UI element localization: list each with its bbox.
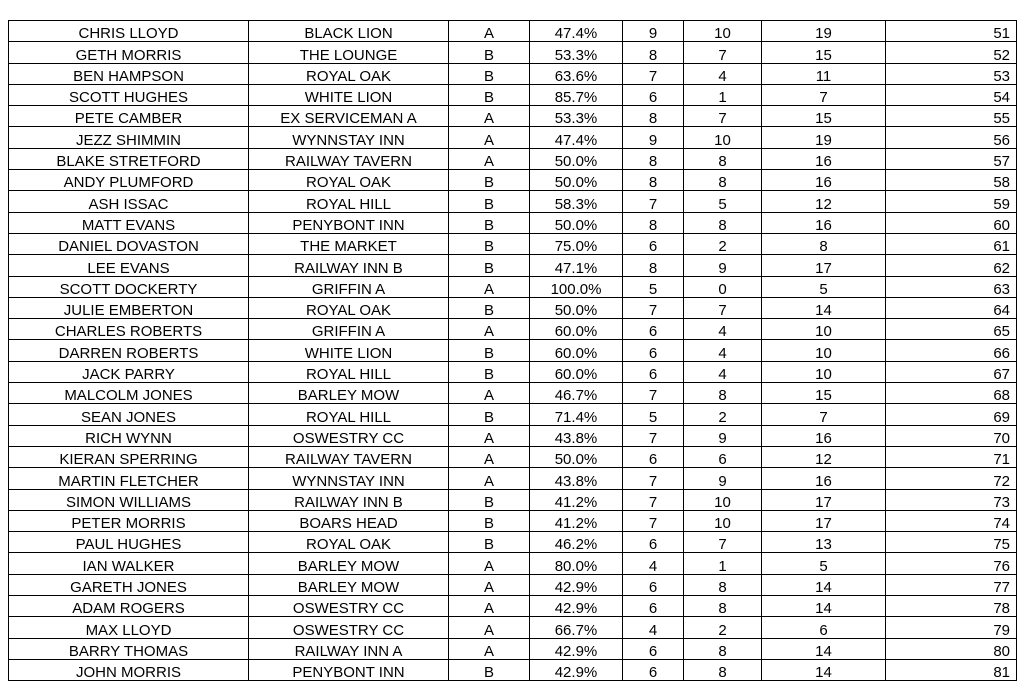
division-cell: A: [449, 468, 530, 489]
division-cell: B: [449, 404, 530, 425]
win-percentage-cell: 41.2%: [530, 489, 623, 510]
rank-cell: 74: [886, 510, 1017, 531]
player-name-cell: DANIEL DOVASTON: [9, 233, 249, 254]
team-name-cell: BARLEY MOW: [249, 383, 449, 404]
played-cell: 17: [762, 510, 886, 531]
played-cell: 12: [762, 446, 886, 467]
won-cell: 6: [623, 361, 684, 382]
team-name-cell: GRIFFIN A: [249, 276, 449, 297]
team-name-cell: RAILWAY TAVERN: [249, 148, 449, 169]
won-cell: 7: [623, 383, 684, 404]
lost-cell: 9: [684, 468, 762, 489]
lost-cell: 8: [684, 383, 762, 404]
won-cell: 6: [623, 532, 684, 553]
division-cell: A: [449, 574, 530, 595]
division-cell: B: [449, 532, 530, 553]
lost-cell: 4: [684, 319, 762, 340]
table-row: [9, 446, 1017, 467]
team-name-cell: THE MARKET: [249, 233, 449, 254]
win-percentage-cell: 46.7%: [530, 383, 623, 404]
table-row: [9, 659, 1017, 680]
table-row: [9, 42, 1017, 63]
division-cell: A: [449, 127, 530, 148]
table-row: [9, 340, 1017, 361]
division-cell: A: [449, 638, 530, 659]
rank-cell: 77: [886, 574, 1017, 595]
win-percentage-cell: 63.6%: [530, 63, 623, 84]
table-row: [9, 489, 1017, 510]
played-cell: 11: [762, 63, 886, 84]
win-percentage-cell: 66.7%: [530, 617, 623, 638]
rank-cell: 57: [886, 148, 1017, 169]
player-name-cell: GARETH JONES: [9, 574, 249, 595]
team-name-cell: BLACK LION: [249, 21, 449, 42]
division-cell: A: [449, 553, 530, 574]
win-percentage-cell: 47.4%: [530, 21, 623, 42]
player-name-cell: MAX LLOYD: [9, 617, 249, 638]
team-name-cell: BARLEY MOW: [249, 553, 449, 574]
table-row: [9, 276, 1017, 297]
played-cell: 16: [762, 170, 886, 191]
team-name-cell: ROYAL OAK: [249, 170, 449, 191]
played-cell: 13: [762, 532, 886, 553]
table-row: [9, 191, 1017, 212]
player-name-cell: BARRY THOMAS: [9, 638, 249, 659]
played-cell: 7: [762, 84, 886, 105]
rank-cell: 64: [886, 297, 1017, 318]
team-name-cell: ROYAL HILL: [249, 361, 449, 382]
played-cell: 19: [762, 127, 886, 148]
table-row: [9, 84, 1017, 105]
played-cell: 16: [762, 148, 886, 169]
player-name-cell: PAUL HUGHES: [9, 532, 249, 553]
win-percentage-cell: 85.7%: [530, 84, 623, 105]
rank-cell: 66: [886, 340, 1017, 361]
played-cell: 17: [762, 255, 886, 276]
player-name-cell: GETH MORRIS: [9, 42, 249, 63]
rank-cell: 70: [886, 425, 1017, 446]
division-cell: A: [449, 319, 530, 340]
played-cell: 15: [762, 42, 886, 63]
team-name-cell: RAILWAY TAVERN: [249, 446, 449, 467]
won-cell: 8: [623, 148, 684, 169]
rank-cell: 62: [886, 255, 1017, 276]
division-cell: A: [449, 106, 530, 127]
team-name-cell: RAILWAY INN A: [249, 638, 449, 659]
played-cell: 16: [762, 468, 886, 489]
lost-cell: 8: [684, 638, 762, 659]
lost-cell: 8: [684, 659, 762, 680]
lost-cell: 1: [684, 553, 762, 574]
player-name-cell: BLAKE STRETFORD: [9, 148, 249, 169]
win-percentage-cell: 58.3%: [530, 191, 623, 212]
division-cell: A: [449, 21, 530, 42]
player-name-cell: SEAN JONES: [9, 404, 249, 425]
division-cell: A: [449, 148, 530, 169]
won-cell: 7: [623, 63, 684, 84]
lost-cell: 1: [684, 84, 762, 105]
team-name-cell: PENYBONT INN: [249, 212, 449, 233]
won-cell: 6: [623, 659, 684, 680]
table-row: [9, 383, 1017, 404]
lost-cell: 8: [684, 148, 762, 169]
table-row: [9, 233, 1017, 254]
division-cell: B: [449, 170, 530, 191]
player-name-cell: BEN HAMPSON: [9, 63, 249, 84]
win-percentage-cell: 42.9%: [530, 638, 623, 659]
played-cell: 14: [762, 659, 886, 680]
rank-cell: 65: [886, 319, 1017, 340]
team-name-cell: OSWESTRY CC: [249, 425, 449, 446]
lost-cell: 7: [684, 42, 762, 63]
rank-cell: 61: [886, 233, 1017, 254]
win-percentage-cell: 60.0%: [530, 340, 623, 361]
won-cell: 8: [623, 212, 684, 233]
player-name-cell: SCOTT HUGHES: [9, 84, 249, 105]
rank-cell: 81: [886, 659, 1017, 680]
win-percentage-cell: 53.3%: [530, 42, 623, 63]
division-cell: B: [449, 510, 530, 531]
played-cell: 19: [762, 21, 886, 42]
rank-cell: 79: [886, 617, 1017, 638]
won-cell: 6: [623, 446, 684, 467]
table-row: [9, 617, 1017, 638]
lost-cell: 4: [684, 63, 762, 84]
won-cell: 6: [623, 596, 684, 617]
rank-cell: 71: [886, 446, 1017, 467]
lost-cell: 10: [684, 21, 762, 42]
division-cell: B: [449, 297, 530, 318]
win-percentage-cell: 50.0%: [530, 170, 623, 191]
win-percentage-cell: 50.0%: [530, 297, 623, 318]
player-name-cell: LEE EVANS: [9, 255, 249, 276]
won-cell: 7: [623, 297, 684, 318]
rank-cell: 69: [886, 404, 1017, 425]
lost-cell: 7: [684, 106, 762, 127]
win-percentage-cell: 60.0%: [530, 319, 623, 340]
lost-cell: 9: [684, 425, 762, 446]
lost-cell: 7: [684, 532, 762, 553]
table-row: [9, 596, 1017, 617]
player-name-cell: JULIE EMBERTON: [9, 297, 249, 318]
division-cell: B: [449, 191, 530, 212]
team-name-cell: EX SERVICEMAN A: [249, 106, 449, 127]
win-percentage-cell: 53.3%: [530, 106, 623, 127]
player-name-cell: ADAM ROGERS: [9, 596, 249, 617]
table-row: [9, 425, 1017, 446]
rank-cell: 73: [886, 489, 1017, 510]
played-cell: 10: [762, 340, 886, 361]
win-percentage-cell: 50.0%: [530, 446, 623, 467]
table-row: [9, 297, 1017, 318]
table-row: [9, 212, 1017, 233]
table-row: [9, 170, 1017, 191]
played-cell: 6: [762, 617, 886, 638]
played-cell: 17: [762, 489, 886, 510]
won-cell: 7: [623, 425, 684, 446]
played-cell: 5: [762, 276, 886, 297]
rank-cell: 80: [886, 638, 1017, 659]
win-percentage-cell: 50.0%: [530, 212, 623, 233]
win-percentage-cell: 42.9%: [530, 574, 623, 595]
won-cell: 7: [623, 468, 684, 489]
rank-cell: 58: [886, 170, 1017, 191]
team-name-cell: ROYAL HILL: [249, 404, 449, 425]
played-cell: 10: [762, 361, 886, 382]
win-percentage-cell: 42.9%: [530, 659, 623, 680]
played-cell: 8: [762, 233, 886, 254]
won-cell: 6: [623, 319, 684, 340]
played-cell: 14: [762, 574, 886, 595]
division-cell: A: [449, 446, 530, 467]
played-cell: 16: [762, 425, 886, 446]
played-cell: 14: [762, 297, 886, 318]
won-cell: 9: [623, 21, 684, 42]
lost-cell: 4: [684, 340, 762, 361]
team-name-cell: WHITE LION: [249, 340, 449, 361]
lost-cell: 7: [684, 297, 762, 318]
player-name-cell: ANDY PLUMFORD: [9, 170, 249, 191]
rank-cell: 54: [886, 84, 1017, 105]
win-percentage-cell: 75.0%: [530, 233, 623, 254]
win-percentage-cell: 46.2%: [530, 532, 623, 553]
rank-cell: 75: [886, 532, 1017, 553]
win-percentage-cell: 43.8%: [530, 468, 623, 489]
won-cell: 9: [623, 127, 684, 148]
team-name-cell: WYNNSTAY INN: [249, 468, 449, 489]
lost-cell: 2: [684, 233, 762, 254]
player-name-cell: RICH WYNN: [9, 425, 249, 446]
player-name-cell: IAN WALKER: [9, 553, 249, 574]
team-name-cell: ROYAL OAK: [249, 532, 449, 553]
lost-cell: 8: [684, 170, 762, 191]
team-name-cell: ROYAL OAK: [249, 297, 449, 318]
win-percentage-cell: 47.4%: [530, 127, 623, 148]
rank-cell: 56: [886, 127, 1017, 148]
won-cell: 7: [623, 191, 684, 212]
win-percentage-cell: 100.0%: [530, 276, 623, 297]
player-standings-table: [8, 20, 1017, 681]
lost-cell: 10: [684, 510, 762, 531]
win-percentage-cell: 41.2%: [530, 510, 623, 531]
won-cell: 4: [623, 553, 684, 574]
lost-cell: 5: [684, 191, 762, 212]
table-row: [9, 574, 1017, 595]
rank-cell: 63: [886, 276, 1017, 297]
table-row: [9, 532, 1017, 553]
division-cell: A: [449, 276, 530, 297]
rank-cell: 67: [886, 361, 1017, 382]
player-name-cell: MATT EVANS: [9, 212, 249, 233]
division-cell: B: [449, 659, 530, 680]
played-cell: 5: [762, 553, 886, 574]
table-row: [9, 127, 1017, 148]
lost-cell: 2: [684, 404, 762, 425]
lost-cell: 10: [684, 127, 762, 148]
table-row: [9, 21, 1017, 42]
table-row: [9, 468, 1017, 489]
division-cell: B: [449, 340, 530, 361]
team-name-cell: GRIFFIN A: [249, 319, 449, 340]
division-cell: B: [449, 361, 530, 382]
player-name-cell: MALCOLM JONES: [9, 383, 249, 404]
won-cell: 5: [623, 276, 684, 297]
won-cell: 5: [623, 404, 684, 425]
lost-cell: 8: [684, 596, 762, 617]
won-cell: 7: [623, 510, 684, 531]
played-cell: 14: [762, 638, 886, 659]
player-name-cell: JOHN MORRIS: [9, 659, 249, 680]
team-name-cell: PENYBONT INN: [249, 659, 449, 680]
rank-cell: 76: [886, 553, 1017, 574]
player-name-cell: PETER MORRIS: [9, 510, 249, 531]
played-cell: 15: [762, 106, 886, 127]
division-cell: A: [449, 617, 530, 638]
won-cell: 6: [623, 233, 684, 254]
division-cell: B: [449, 42, 530, 63]
won-cell: 6: [623, 574, 684, 595]
table-row: [9, 638, 1017, 659]
win-percentage-cell: 47.1%: [530, 255, 623, 276]
team-name-cell: BOARS HEAD: [249, 510, 449, 531]
player-name-cell: KIERAN SPERRING: [9, 446, 249, 467]
player-name-cell: PETE CAMBER: [9, 106, 249, 127]
rank-cell: 60: [886, 212, 1017, 233]
won-cell: 6: [623, 340, 684, 361]
table-row: [9, 106, 1017, 127]
rank-cell: 51: [886, 21, 1017, 42]
player-name-cell: ASH ISSAC: [9, 191, 249, 212]
won-cell: 7: [623, 489, 684, 510]
played-cell: 12: [762, 191, 886, 212]
division-cell: B: [449, 63, 530, 84]
win-percentage-cell: 71.4%: [530, 404, 623, 425]
player-name-cell: JEZZ SHIMMIN: [9, 127, 249, 148]
played-cell: 7: [762, 404, 886, 425]
team-name-cell: BARLEY MOW: [249, 574, 449, 595]
team-name-cell: OSWESTRY CC: [249, 596, 449, 617]
team-name-cell: ROYAL HILL: [249, 191, 449, 212]
win-percentage-cell: 50.0%: [530, 148, 623, 169]
rank-cell: 59: [886, 191, 1017, 212]
player-name-cell: JACK PARRY: [9, 361, 249, 382]
team-name-cell: RAILWAY INN B: [249, 255, 449, 276]
won-cell: 8: [623, 255, 684, 276]
table-row: [9, 319, 1017, 340]
lost-cell: 10: [684, 489, 762, 510]
rank-cell: 68: [886, 383, 1017, 404]
player-name-cell: CHARLES ROBERTS: [9, 319, 249, 340]
won-cell: 4: [623, 617, 684, 638]
player-name-cell: MARTIN FLETCHER: [9, 468, 249, 489]
player-name-cell: DARREN ROBERTS: [9, 340, 249, 361]
team-name-cell: THE LOUNGE: [249, 42, 449, 63]
rank-cell: 52: [886, 42, 1017, 63]
division-cell: B: [449, 233, 530, 254]
played-cell: 16: [762, 212, 886, 233]
table-row: [9, 553, 1017, 574]
lost-cell: 8: [684, 574, 762, 595]
table-row: [9, 255, 1017, 276]
lost-cell: 4: [684, 361, 762, 382]
lost-cell: 2: [684, 617, 762, 638]
table-row: [9, 63, 1017, 84]
division-cell: A: [449, 596, 530, 617]
player-name-cell: SIMON WILLIAMS: [9, 489, 249, 510]
won-cell: 8: [623, 106, 684, 127]
team-name-cell: WHITE LION: [249, 84, 449, 105]
team-name-cell: OSWESTRY CC: [249, 617, 449, 638]
table-row: [9, 148, 1017, 169]
division-cell: B: [449, 84, 530, 105]
lost-cell: 6: [684, 446, 762, 467]
team-name-cell: WYNNSTAY INN: [249, 127, 449, 148]
played-cell: 15: [762, 383, 886, 404]
table-row: [9, 404, 1017, 425]
lost-cell: 9: [684, 255, 762, 276]
rank-cell: 55: [886, 106, 1017, 127]
win-percentage-cell: 80.0%: [530, 553, 623, 574]
won-cell: 8: [623, 42, 684, 63]
won-cell: 8: [623, 170, 684, 191]
win-percentage-cell: 42.9%: [530, 596, 623, 617]
table-row: [9, 361, 1017, 382]
lost-cell: 0: [684, 276, 762, 297]
team-name-cell: RAILWAY INN B: [249, 489, 449, 510]
rank-cell: 72: [886, 468, 1017, 489]
played-cell: 10: [762, 319, 886, 340]
win-percentage-cell: 43.8%: [530, 425, 623, 446]
player-name-cell: CHRIS LLOYD: [9, 21, 249, 42]
division-cell: A: [449, 383, 530, 404]
division-cell: B: [449, 489, 530, 510]
table-body: [9, 21, 1017, 681]
win-percentage-cell: 60.0%: [530, 361, 623, 382]
player-name-cell: SCOTT DOCKERTY: [9, 276, 249, 297]
table-row: [9, 510, 1017, 531]
won-cell: 6: [623, 638, 684, 659]
team-name-cell: ROYAL OAK: [249, 63, 449, 84]
rank-cell: 78: [886, 596, 1017, 617]
division-cell: A: [449, 425, 530, 446]
division-cell: B: [449, 255, 530, 276]
lost-cell: 8: [684, 212, 762, 233]
rank-cell: 53: [886, 63, 1017, 84]
won-cell: 6: [623, 84, 684, 105]
played-cell: 14: [762, 596, 886, 617]
division-cell: B: [449, 212, 530, 233]
